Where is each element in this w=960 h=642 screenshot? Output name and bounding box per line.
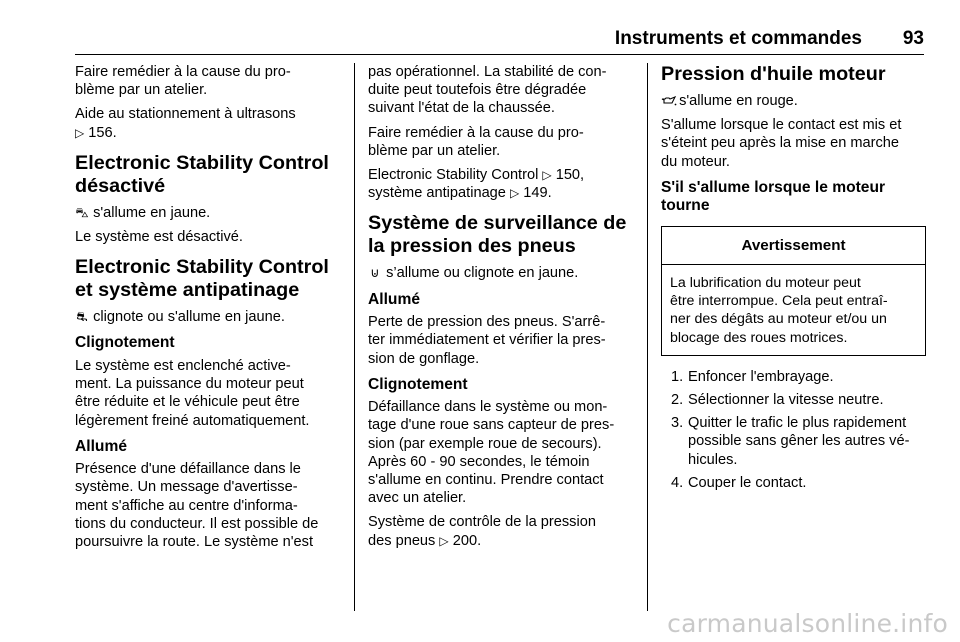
paragraph: pas opérationnel. La stabilité de con- duite peut toutefois être dégradée suivant l'état de la chaussée. [368, 64, 607, 117]
warning-title: Avertissement [662, 227, 925, 265]
list-item: 3. Quitter le trafic le plus rapidement possible sans gêner les autres vé- hicules. [671, 415, 910, 468]
indicator-line: ⛍ s'allume en jaune. [75, 204, 211, 221]
subheading-clignotement: Clignotement [368, 375, 468, 393]
link-page-ref[interactable]: 149. [523, 185, 552, 202]
page-header [75, 24, 924, 55]
triangle-reference-icon: ▷ [439, 533, 449, 548]
subheading-allume: Allumé [75, 437, 127, 455]
paragraph: Présence d'une défaillance dans le système. Un message d'avertisse- ment s'affiche au centre d'informa- tions du conducteur. Il est possible de poursuivre la route. Le système n'est [75, 461, 319, 551]
list-item: 1. Enfoncer l'embrayage. [671, 368, 834, 385]
warning-body: La lubrification du moteur peut être interrompue. Cela peut entraî- ner des dégâts au moteur et/ou un blocage des roues motrices. [670, 275, 888, 346]
paragraph: Perte de pression des pneus. S'arrê- ter immédiatement et vérifier la pres- sion de gonflage. [368, 314, 606, 367]
link-page-ref[interactable]: 150, [555, 167, 585, 184]
heading-oil-pressure: Pression d'huile moteur [661, 63, 886, 85]
cross-reference: Système de contrôle de la pression des pneus ▷ 200. [368, 514, 596, 549]
column-1 [75, 63, 343, 557]
paragraph: Le système est enclenché active- ment. La puissance du moteur peut être réduite et le véhicule peut être légèrement freiné automatiquement. [75, 357, 310, 429]
indicator-line: s'allume en rouge. [661, 92, 926, 110]
column-2 [368, 63, 634, 556]
cross-reference: Aide au stationnement à ultrasons ▷ 156. [75, 106, 296, 141]
steps-list [661, 368, 926, 492]
page-title: Instruments et commandes [614, 28, 862, 49]
triangle-reference-icon: ▷ [75, 125, 85, 140]
cross-reference: Electronic Stability Control ▷ 150, système antipatinage ▷ 149. [368, 167, 585, 202]
column-divider-2 [647, 63, 648, 611]
paragraph: Faire remédier à la cause du pro- blème par un atelier. [75, 64, 291, 99]
oil-can-icon [661, 92, 675, 110]
triangle-reference-icon: ▷ [509, 186, 520, 201]
link-page-ref[interactable]: 200. [452, 532, 482, 549]
indicator-line: ⊍ s’allume ou clignote en jaune. [368, 264, 634, 282]
list-item: 2. Sélectionner la vitesse neutre. [671, 392, 884, 409]
warning-box [661, 226, 926, 356]
subheading-allume: Allumé [368, 290, 420, 308]
watermark: carmanualsonline.info [667, 609, 948, 638]
heading-esc: Electronic Stability Control et système antipatinage [75, 256, 329, 302]
paragraph: Défaillance dans le système ou mon- tage d'une roue sans capteur de pres- sion (par exemple roue de secours). Après 60 - 90 secondes, le témoin s'allume en continu. Prendre contact avec un atelier. [368, 399, 615, 507]
paragraph: Le système est désactivé. [75, 229, 243, 246]
list-item: 4. Couper le contact. [671, 474, 807, 491]
paragraph: S'allume lorsque le contact est mis et s'éteint peu après la mise en marche du moteur. [661, 117, 902, 170]
indicator-line: ⛐ clignote ou s'allume en jaune. [76, 309, 285, 326]
esc-icon: ⛐ [76, 309, 88, 325]
link-page-ref[interactable]: 156. [88, 124, 117, 141]
heading-esc-off: Electronic Stability Control désactivé [75, 151, 329, 197]
paragraph: Faire remédier à la cause du pro- blème par un atelier. [368, 124, 584, 159]
column-divider-1 [354, 63, 355, 611]
column-3 [661, 63, 926, 497]
tire-pressure-icon: ⊍ [370, 265, 380, 281]
triangle-reference-icon: ▷ [542, 168, 552, 183]
subheading-clignotement: Clignotement [75, 334, 175, 352]
subheading-engine-running: S'il s'allume lorsque le moteur tourne [661, 178, 886, 215]
esc-off-icon: ⛍ [75, 204, 89, 220]
page-number: 93 [902, 28, 924, 49]
heading-tpms: Système de surveillance de la pression des pneus [368, 212, 627, 258]
